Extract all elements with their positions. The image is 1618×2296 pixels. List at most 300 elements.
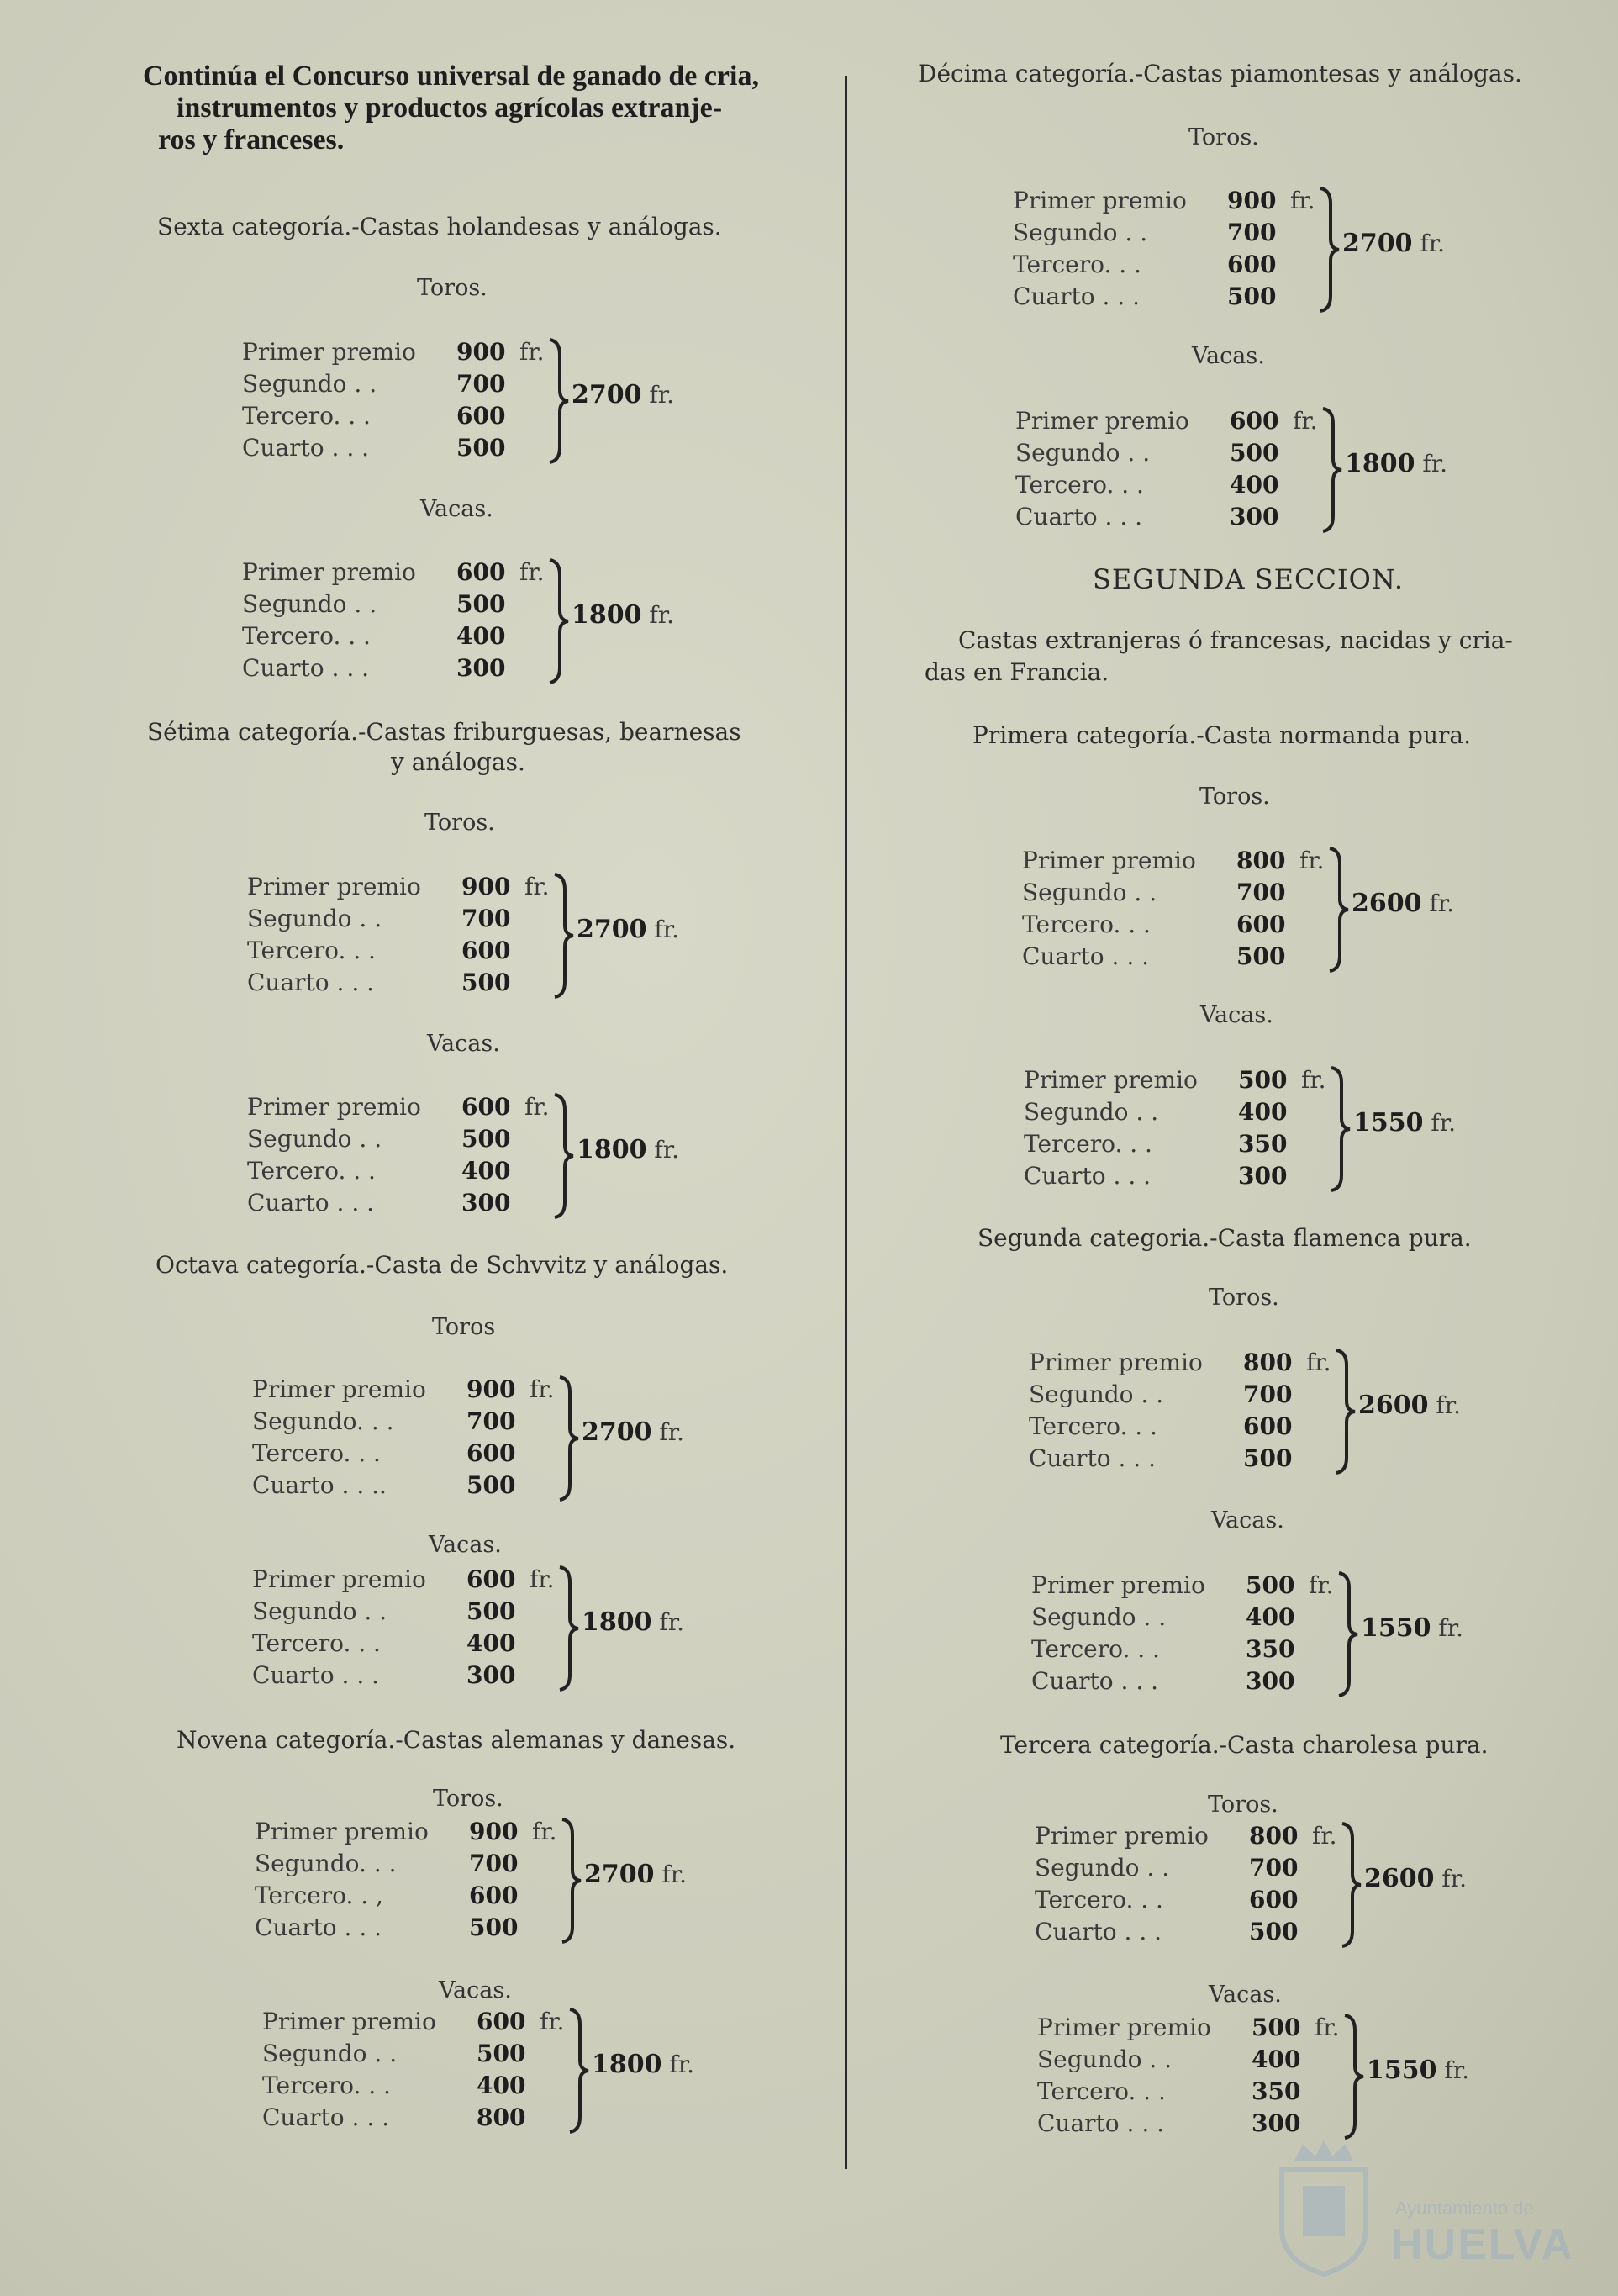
prize-row (247, 1187, 567, 1219)
prize-label: Segundo . . (1013, 219, 1148, 246)
prize-amount: 500 (1252, 2014, 1301, 2041)
subheading-toros: Toros. (1209, 1285, 1279, 1311)
prize-row (242, 400, 561, 432)
prize-row (1024, 1064, 1343, 1096)
prize-total (1361, 1613, 1463, 1643)
prize-block (1031, 1570, 1502, 1704)
prize-row (1022, 845, 1341, 877)
prize-unit: fr. (1299, 847, 1325, 874)
prize-label: Tercero. . . (1029, 1412, 1157, 1440)
prize-total (577, 915, 679, 944)
prize-block (1022, 845, 1493, 979)
prize-label: Tercero. . . (247, 937, 376, 964)
prize-row (247, 967, 567, 999)
prize-label: Tercero. . . (242, 622, 371, 650)
prize-amount: 500 (1249, 1918, 1299, 1945)
heading-line-3: ros y franceses. (158, 124, 345, 156)
prize-row (242, 336, 561, 368)
prize-label: Cuarto . . . (1029, 1444, 1157, 1472)
prize-label: Tercero. . . (252, 1629, 381, 1657)
prize-unit: fr. (1312, 1822, 1337, 1850)
prize-amount: 600 (1243, 1412, 1293, 1440)
category-title: Novena categoría.-Castas alemanas y danesas. (177, 1726, 736, 1754)
prize-block (247, 871, 718, 1005)
prize-total-amount: 1550 (1361, 1613, 1431, 1643)
prize-amount: 700 (466, 1407, 516, 1435)
prize-row (1022, 877, 1341, 909)
section-title: SEGUNDA SECCION. (1093, 563, 1404, 595)
article-heading (143, 61, 759, 156)
prize-total-unit: fr. (641, 381, 674, 409)
prize-row (1024, 1160, 1343, 1192)
prize-row (1029, 1347, 1348, 1379)
prize-total (592, 2050, 694, 2079)
prize-total (1352, 889, 1454, 918)
prize-total-amount: 2600 (1358, 1391, 1429, 1420)
prize-total-unit: fr. (1423, 1109, 1456, 1137)
prize-amount: 600 (456, 402, 506, 430)
prize-amount: 600 (466, 1565, 516, 1593)
prize-label: Primer premio (1037, 2014, 1211, 2041)
curly-brace-icon (1339, 1822, 1364, 1948)
category-title: Décima categoría.-Castas piamontesas y análogas. (918, 60, 1522, 87)
prize-row (252, 1596, 572, 1628)
prize-row (1022, 941, 1341, 973)
prize-total (572, 600, 674, 630)
prize-block (252, 1564, 723, 1698)
prize-row (1022, 909, 1341, 941)
prize-label: Primer premio (247, 873, 421, 900)
prize-label: Cuarto . . . (1013, 282, 1141, 310)
subheading-vacas: Vacas. (429, 1532, 502, 1558)
prize-amount: 700 (469, 1850, 519, 1877)
prize-total (582, 1607, 684, 1637)
curly-brace-icon (559, 1818, 584, 1944)
prize-row (262, 2070, 582, 2102)
prize-row (242, 589, 561, 620)
category-title: Sétima categoría.-Castas friburguesas, bearnesas (147, 718, 741, 746)
section-intro: Castas extranjeras ó francesas, nacidas y cria- (958, 626, 1513, 654)
prize-label: Segundo. . . (252, 1407, 394, 1435)
prize-row (262, 2006, 582, 2038)
prize-label: Tercero. . . (1037, 2077, 1166, 2105)
subheading-toros: Toros. (417, 275, 488, 301)
prize-total-unit: fr. (1421, 889, 1454, 917)
prize-label: Segundo . . (247, 905, 382, 932)
prize-block (242, 557, 713, 691)
prize-block (1015, 405, 1486, 540)
prize-total (1364, 1864, 1467, 1893)
curly-brace-icon (1320, 407, 1345, 533)
prize-amount: 300 (1230, 503, 1279, 530)
prize-row (247, 871, 567, 903)
prize-unit: fr. (1290, 187, 1315, 214)
prize-label: Primer premio (247, 1093, 421, 1121)
prize-unit: fr. (524, 873, 550, 900)
prize-block (1035, 1820, 1505, 1955)
prize-amount: 300 (466, 1661, 516, 1689)
prize-total-unit: fr. (1436, 2056, 1469, 2084)
prize-block (1029, 1347, 1499, 1481)
prize-label: Cuarto . . . (1024, 1162, 1152, 1190)
prize-total-amount: 2700 (1342, 229, 1413, 258)
prize-row (1031, 1665, 1351, 1697)
prize-total-unit: fr. (1412, 230, 1445, 257)
prize-row (247, 903, 567, 935)
curly-brace-icon (1333, 1349, 1358, 1475)
prize-row (1037, 2076, 1357, 2108)
prize-label: Primer premio (255, 1818, 429, 1845)
prize-row (247, 935, 567, 967)
prize-unit: fr. (532, 1818, 557, 1845)
prize-row (242, 368, 561, 400)
prize-row (1015, 501, 1335, 533)
prize-row (242, 652, 561, 684)
prize-row (247, 1091, 567, 1123)
category-title: Octava categoría.-Casta de Schvvitz y análogas. (155, 1251, 729, 1279)
subheading-toros: Toros (432, 1314, 496, 1340)
prize-amount: 500 (461, 969, 511, 996)
prize-label: Primer premio (252, 1565, 426, 1593)
prize-label: Cuarto . . . (242, 654, 370, 682)
prize-amount: 800 (1243, 1349, 1293, 1376)
prize-row (252, 1438, 572, 1470)
prize-unit: fr. (1315, 2014, 1340, 2041)
prize-block (255, 1816, 725, 1950)
prize-total-amount: 1800 (577, 1135, 647, 1164)
category-title-cont: y análogas. (391, 748, 525, 776)
prize-amount: 900 (1227, 187, 1277, 214)
prize-unit: fr. (524, 1093, 550, 1121)
prize-row (1015, 405, 1335, 437)
prize-amount: 500 (1243, 1444, 1293, 1472)
prize-label: Cuarto . . . (1022, 942, 1150, 970)
prize-label: Tercero. . , (255, 1882, 383, 1909)
prize-total-amount: 1550 (1353, 1108, 1424, 1137)
prize-row (255, 1912, 574, 1944)
section-intro-cont: das en Francia. (925, 658, 1109, 686)
prize-label: Tercero. . . (252, 1439, 381, 1467)
prize-amount: 300 (1238, 1162, 1288, 1190)
prize-total (1367, 2056, 1469, 2085)
prize-amount: 600 (456, 558, 506, 586)
prize-row (1037, 2044, 1357, 2076)
prize-label: Cuarto . . . (247, 969, 375, 996)
prize-amount: 500 (456, 590, 506, 618)
prize-row (1029, 1443, 1348, 1475)
prize-label: Primer premio (262, 2008, 436, 2035)
prize-amount: 350 (1238, 1130, 1288, 1158)
prize-amount: 500 (1238, 1066, 1288, 1094)
prize-label: Cuarto . . . (247, 1189, 375, 1217)
prize-label: Segundo . . (262, 2040, 398, 2067)
prize-row (255, 1816, 574, 1848)
prize-row (1013, 249, 1332, 281)
prize-row (1013, 217, 1332, 249)
prize-label: Primer premio (1013, 187, 1187, 214)
prize-amount: 900 (461, 873, 511, 900)
prize-row (252, 1564, 572, 1596)
category-title: Sexta categoría.-Castas holandesas y análogas. (157, 213, 722, 240)
prize-amount: 600 (1230, 407, 1279, 435)
prize-label: Segundo . . (1037, 2045, 1173, 2073)
prize-label: Segundo . . (242, 370, 377, 398)
prize-amount: 500 (1246, 1571, 1295, 1599)
prize-block (1013, 185, 1484, 319)
prize-label: Primer premio (242, 338, 416, 366)
prize-total (584, 1860, 687, 1889)
prize-label: Tercero. . . (1035, 1886, 1163, 1913)
prize-amount: 600 (466, 1439, 516, 1467)
prize-block (262, 2006, 733, 2140)
prize-row (1015, 469, 1335, 501)
prize-amount: 700 (1249, 1854, 1299, 1882)
huelva-watermark (1269, 2135, 1589, 2287)
prize-label: Primer premio (1029, 1349, 1203, 1376)
prize-label: Segundo . . (1035, 1854, 1170, 1882)
prize-amount: 300 (1252, 2109, 1301, 2137)
prize-total (582, 1417, 684, 1447)
prize-total-unit: fr. (1431, 1614, 1463, 1642)
prize-row (247, 1123, 567, 1155)
prize-label: Tercero. . . (247, 1157, 376, 1185)
prize-amount: 600 (1236, 910, 1286, 938)
subheading-vacas: Vacas. (420, 496, 493, 522)
prize-amount: 300 (461, 1189, 511, 1217)
prize-label: Segundo . . (252, 1597, 387, 1625)
prize-label: Segundo . . (247, 1125, 382, 1153)
prize-label: Tercero. . . (1024, 1130, 1152, 1158)
prize-total (1353, 1108, 1456, 1137)
prize-label: Segundo . . (1031, 1603, 1167, 1631)
prize-row (1035, 1820, 1354, 1852)
prize-label: Segundo. . . (255, 1850, 397, 1877)
prize-row (1031, 1570, 1351, 1602)
subheading-vacas: Vacas. (1209, 1982, 1282, 2008)
prize-label: Cuarto . . . (252, 1661, 380, 1689)
prize-total-amount: 1800 (582, 1607, 652, 1637)
prize-row (252, 1470, 572, 1502)
curly-brace-icon (567, 2008, 592, 2134)
subheading-toros: Toros. (1199, 784, 1270, 810)
category-title: Segunda categoria.-Casta flamenca pura. (978, 1224, 1472, 1252)
prize-row (242, 620, 561, 652)
prize-row (1029, 1379, 1348, 1411)
prize-label: Tercero. . . (1031, 1635, 1160, 1663)
prize-amount: 350 (1252, 2077, 1301, 2105)
prize-label: Segundo . . (1024, 1098, 1159, 1126)
curly-brace-icon (546, 338, 572, 464)
prize-label: Tercero. . . (262, 2072, 391, 2099)
prize-unit: fr. (1306, 1349, 1331, 1376)
prize-label: Cuarto . . . (255, 1913, 382, 1941)
prize-label: Cuarto . . . (262, 2103, 390, 2131)
prize-total-amount: 1550 (1367, 2056, 1437, 2085)
curly-brace-icon (1328, 1066, 1353, 1192)
prize-total-amount: 2700 (577, 915, 647, 944)
column-divider (845, 76, 847, 2169)
prize-block (1037, 2012, 1508, 2146)
prize-total-unit: fr. (646, 1136, 679, 1164)
prize-total-amount: 2700 (572, 380, 642, 409)
prize-amount: 700 (1243, 1380, 1293, 1408)
prize-total-unit: fr. (646, 916, 679, 943)
prize-row (262, 2038, 582, 2070)
prize-label: Cuarto . . . (1031, 1667, 1159, 1695)
prize-label: Primer premio (1022, 847, 1196, 874)
prize-row (1015, 437, 1335, 469)
prize-row (252, 1660, 572, 1692)
prize-amount: 400 (456, 622, 506, 650)
prize-total-amount: 2600 (1364, 1864, 1435, 1893)
coat-of-arms-icon (1269, 2135, 1378, 2278)
prize-amount: 500 (1230, 439, 1279, 467)
prize-unit: fr. (519, 338, 545, 366)
prize-total (577, 1135, 679, 1164)
prize-amount: 400 (1230, 471, 1279, 499)
prize-total-unit: fr. (661, 2051, 694, 2078)
prize-amount: 400 (1238, 1098, 1288, 1126)
prize-total-unit: fr. (641, 601, 674, 629)
prize-row (255, 1848, 574, 1880)
prize-total-unit: fr. (651, 1418, 684, 1446)
prize-row (255, 1880, 574, 1912)
subheading-vacas: Vacas. (1211, 1507, 1284, 1533)
prize-label: Cuarto . . . (1037, 2109, 1165, 2137)
prize-amount: 300 (1246, 1667, 1295, 1695)
subheading-vacas: Vacas. (1200, 1002, 1273, 1028)
prize-unit: fr. (1293, 407, 1318, 435)
prize-block (252, 1374, 723, 1508)
prize-amount: 600 (469, 1882, 519, 1909)
prize-amount: 800 (1236, 847, 1286, 874)
prize-amount: 400 (1252, 2045, 1301, 2073)
prize-row (252, 1628, 572, 1660)
prize-amount: 800 (1249, 1822, 1299, 1850)
prize-label: Cuarto . . . (1015, 503, 1143, 530)
prize-row (1031, 1634, 1351, 1665)
prize-unit: fr. (530, 1375, 555, 1403)
heading-line-2: instrumentos y productos agrícolas extranje- (177, 92, 723, 124)
prize-unit: fr. (530, 1565, 555, 1593)
prize-row (1013, 281, 1332, 313)
prize-amount: 350 (1246, 1635, 1295, 1663)
prize-amount: 900 (456, 338, 506, 366)
prize-amount: 700 (461, 905, 511, 932)
prize-label: Primer premio (252, 1375, 426, 1403)
prize-row (1035, 1852, 1354, 1884)
category-title: Tercera categoría.-Casta charolesa pura. (1000, 1731, 1489, 1759)
prize-amount: 800 (477, 2103, 526, 2131)
prize-row (1035, 1916, 1354, 1948)
prize-label: Cuarto . . . (1035, 1918, 1162, 1945)
prize-row (262, 2102, 582, 2134)
prize-row (252, 1406, 572, 1438)
prize-amount: 500 (466, 1597, 516, 1625)
prize-row (247, 1155, 567, 1187)
subheading-vacas: Vacas. (1192, 343, 1265, 369)
prize-total-amount: 1800 (572, 600, 642, 630)
curly-brace-icon (546, 558, 572, 684)
prize-label: Cuarto . . . (242, 434, 370, 462)
prize-label: Tercero. . . (1022, 910, 1151, 938)
prize-label: Tercero. . . (1013, 251, 1141, 278)
prize-amount: 500 (469, 1913, 519, 1941)
prize-row (1029, 1411, 1348, 1443)
prize-amount: 600 (1227, 251, 1277, 278)
subheading-toros: Toros. (433, 1786, 503, 1812)
subheading-toros: Toros. (424, 810, 495, 836)
subheading-toros: Toros. (1208, 1792, 1278, 1818)
prize-total-unit: fr. (1428, 1391, 1461, 1419)
prize-label: Primer premio (1031, 1571, 1205, 1599)
curly-brace-icon (556, 1375, 582, 1502)
prize-row (1031, 1602, 1351, 1634)
category-title: Primera categoría.-Casta normanda pura. (972, 721, 1471, 749)
prize-amount: 600 (477, 2008, 526, 2035)
prize-total-unit: fr. (654, 1861, 687, 1888)
prize-amount: 700 (456, 370, 506, 398)
curly-brace-icon (1341, 2014, 1367, 2140)
prize-label: Tercero. . . (1015, 471, 1144, 499)
prize-amount: 600 (1249, 1886, 1299, 1913)
prize-amount: 500 (461, 1125, 511, 1153)
prize-amount: 400 (1246, 1603, 1295, 1631)
prize-total-amount: 2700 (584, 1860, 655, 1889)
prize-amount: 500 (466, 1471, 516, 1499)
subheading-vacas: Vacas. (439, 1977, 512, 2003)
prize-label: Primer premio (1015, 407, 1189, 435)
prize-amount: 400 (477, 2072, 526, 2099)
prize-row (242, 432, 561, 464)
prize-total-unit: fr. (1415, 450, 1447, 478)
prize-total-unit: fr. (651, 1608, 684, 1636)
prize-amount: 500 (1227, 282, 1277, 310)
prize-amount: 700 (1236, 879, 1286, 906)
prize-label: Segundo . . (242, 590, 377, 618)
prize-total (1358, 1391, 1461, 1420)
prize-block (1024, 1064, 1494, 1199)
prize-block (242, 336, 713, 471)
prize-label: Cuarto . . .. (252, 1471, 387, 1499)
prize-row (252, 1374, 572, 1406)
prize-amount: 600 (461, 937, 511, 964)
curly-brace-icon (551, 873, 577, 999)
curly-brace-icon (1336, 1571, 1361, 1697)
subheading-toros: Toros. (1188, 124, 1259, 150)
prize-amount: 500 (1236, 942, 1286, 970)
prize-row (1035, 1884, 1354, 1916)
prize-row (1024, 1128, 1343, 1160)
subheading-vacas: Vacas. (427, 1031, 500, 1057)
heading-line-1: Continúa el Concurso universal de ganado de cria, (143, 61, 759, 92)
prize-amount: 900 (469, 1818, 519, 1845)
prize-amount: 400 (466, 1629, 516, 1657)
curly-brace-icon (1317, 187, 1342, 313)
prize-amount: 900 (466, 1375, 516, 1403)
prize-label: Primer premio (242, 558, 416, 586)
prize-total-amount: 1800 (1345, 449, 1415, 478)
prize-amount: 300 (456, 654, 506, 682)
curly-brace-icon (551, 1093, 577, 1219)
prize-total (1345, 449, 1447, 478)
prize-unit: fr. (519, 558, 545, 586)
prize-label: Primer premio (1024, 1066, 1198, 1094)
prize-label: Segundo . . (1022, 879, 1157, 906)
prize-total (572, 380, 674, 409)
prize-label: Primer premio (1035, 1822, 1209, 1850)
prize-block (247, 1091, 718, 1226)
